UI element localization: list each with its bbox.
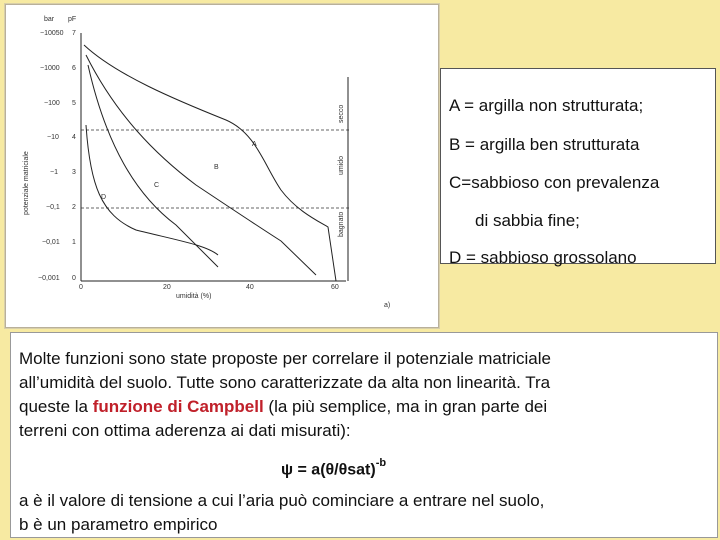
retention-curve-plot: [6, 5, 438, 327]
text-line: terreni con ottima aderenza ai dati misurati):: [19, 421, 351, 440]
bar-tick: −1: [50, 169, 58, 176]
legend-line-b: B = argilla ben strutturata: [449, 135, 640, 154]
bar-tick: −0,1: [46, 204, 60, 211]
y-axis-label: potenziale matriciale: [23, 151, 30, 215]
legend-line-d: D = sabbioso grossolano: [449, 248, 637, 267]
text-line: Molte funzioni sono state proposte per correlare il potenziale matriciale: [19, 349, 551, 368]
legend-line-a: A = argilla non strutturata;: [449, 96, 644, 115]
x-end-label: a): [384, 302, 391, 309]
curve-label-a: A: [252, 141, 257, 148]
x-tick: 0: [79, 284, 83, 291]
y-unit-bar: bar: [44, 16, 55, 23]
bar-tick: −1000: [40, 65, 60, 72]
x-tick: 40: [246, 284, 254, 291]
bar-tick: −0,001: [38, 275, 60, 282]
legend-line-c-cont: di sabbia fine;: [475, 211, 580, 230]
curve-label-c: C: [154, 182, 160, 189]
y-unit-pf: pF: [68, 16, 77, 23]
bar-tick: −0,01: [42, 239, 60, 246]
curve-label-b: B: [214, 164, 219, 171]
curve-b: [86, 55, 316, 275]
formula-main: ψ = a(θ/θsat): [281, 461, 376, 479]
zone-label-bagnato: bagnato: [338, 211, 345, 237]
pf-tick: 5: [72, 100, 76, 107]
curve-c: [88, 65, 218, 267]
bar-tick: −100: [44, 100, 60, 107]
zone-label-secco: secco: [338, 104, 345, 123]
pf-tick: 3: [72, 169, 76, 176]
zone-label-umido: umido: [338, 155, 345, 175]
explanation-text: [10, 332, 718, 538]
legend-box: [440, 68, 716, 267]
pf-tick: 6: [72, 65, 76, 72]
x-tick: 20: [163, 284, 171, 291]
bar-tick: −10050: [40, 30, 64, 37]
text-fragment: (la più semplice, ma in gran parte dei: [263, 397, 548, 416]
pf-tick: 0: [72, 275, 76, 282]
text-fragment: queste la: [19, 397, 93, 416]
pf-tick: 7: [72, 30, 76, 37]
x-tick: 60: [331, 284, 339, 291]
formula-exponent: -b: [375, 457, 387, 469]
x-axis-label: umidità (%): [176, 293, 212, 300]
legend-line-c: C=sabbioso con prevalenza: [449, 173, 660, 192]
text-line: a è il valore di tensione a cui l’aria può cominciare a entrare nel suolo,: [19, 491, 545, 510]
curve-d: [86, 125, 218, 255]
campbell-highlight: funzione di Campbell: [92, 397, 264, 416]
curve-a: [84, 45, 336, 281]
pf-tick: 4: [72, 134, 76, 141]
text-line: [19, 397, 547, 417]
bar-tick: −10: [47, 134, 59, 141]
retention-curve-figure: [5, 4, 439, 328]
text-line: all’umidità del suolo. Tutte sono caratterizzate da alta non linearità. Tra: [19, 373, 551, 392]
pf-tick: 1: [72, 239, 76, 246]
pf-tick: 2: [72, 204, 76, 211]
text-line: b è un parametro empirico: [19, 515, 218, 534]
curve-label-d: D: [101, 194, 107, 201]
campbell-formula: [281, 459, 386, 479]
